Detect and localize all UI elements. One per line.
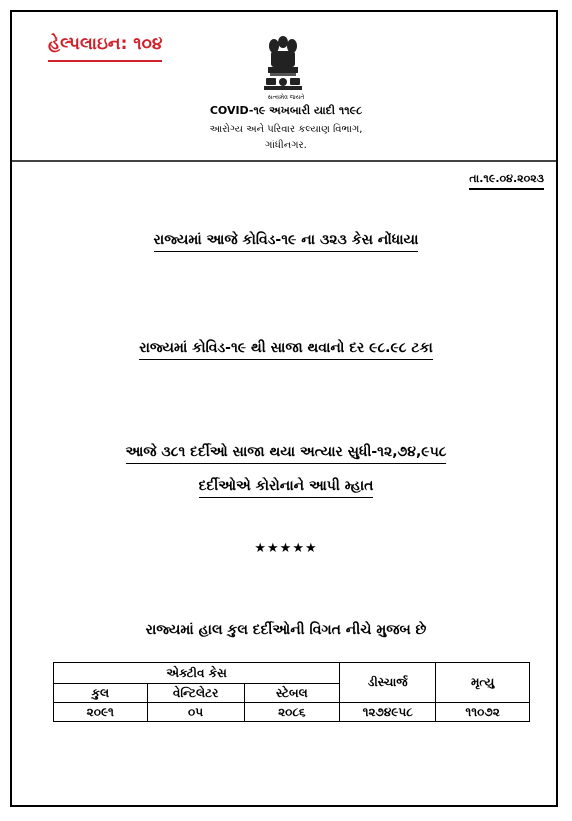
ventilator-value: ૦૫ bbox=[147, 703, 244, 722]
department-name: આરોગ્ય અને પરિવાર કલ્યાણ વિભાગ, bbox=[209, 124, 363, 135]
helpline-number: હેલ્પલાઇન: ૧૦૪ bbox=[48, 34, 162, 62]
discharge-value: ૧૨૭૪૯૫૮ bbox=[340, 703, 436, 722]
discharge-header: ડીસ્ચાર્જ bbox=[340, 663, 436, 703]
headline-recovered-line1-text: આજે ૩૮૧ દર્દીઓ સાજા થયા અત્યાર સુધી-૧૨,૭૪,૯૫૮ bbox=[126, 444, 447, 464]
active-cases-header: એક્ટીવ કેસ bbox=[54, 663, 340, 684]
release-date: તા.૧૯.૦૪.૨૦૨૩ bbox=[469, 172, 544, 190]
emblem-motto: સત્યમેવ જયતે bbox=[267, 94, 305, 101]
ventilator-header: વેન્ટિલેટર bbox=[147, 684, 244, 703]
death-header: મૃત્યુ bbox=[436, 663, 530, 703]
headline-recovered-line1 bbox=[0, 444, 572, 460]
stable-value: ૨૦૮૬ bbox=[244, 703, 340, 722]
headline-recovered-line2-text: દર્દીઓએ કોરોનાને આપી મ્હાત bbox=[199, 478, 374, 498]
city-name: ગાંધીનગર. bbox=[265, 140, 307, 151]
headline-recovery-rate bbox=[0, 340, 572, 356]
headline-recovery-rate-text: રાજ્યમાં કોવિડ-૧૯ થી સાજા થવાનો દર ૯૮.૯૮ ટકા bbox=[139, 340, 433, 360]
total-value: ૨૦૯૧ bbox=[54, 703, 148, 722]
headline-cases bbox=[0, 232, 572, 248]
table-intro: રાજ્યમાં હાલ કુલ દર્દીઓની વિગત નીચે મુજબ છે bbox=[145, 622, 427, 638]
star-separator: ★★★★★ bbox=[254, 541, 318, 556]
header-divider bbox=[12, 160, 556, 162]
state-emblem-icon bbox=[262, 34, 304, 92]
headline-recovered-line2 bbox=[0, 478, 572, 494]
patient-stats-table bbox=[53, 662, 530, 722]
release-title: COVID-૧૯ અખબારી યાદી ૧૧૯૮ bbox=[209, 104, 363, 117]
total-header: કુલ bbox=[54, 684, 148, 703]
stable-header: સ્ટેબલ bbox=[244, 684, 340, 703]
death-value: ૧૧૦૭૨ bbox=[436, 703, 530, 722]
headline-cases-text: રાજ્યમાં આજે કોવિડ-૧૯ ના ૩૨૩ કેસ નોંધાયા bbox=[154, 232, 419, 252]
